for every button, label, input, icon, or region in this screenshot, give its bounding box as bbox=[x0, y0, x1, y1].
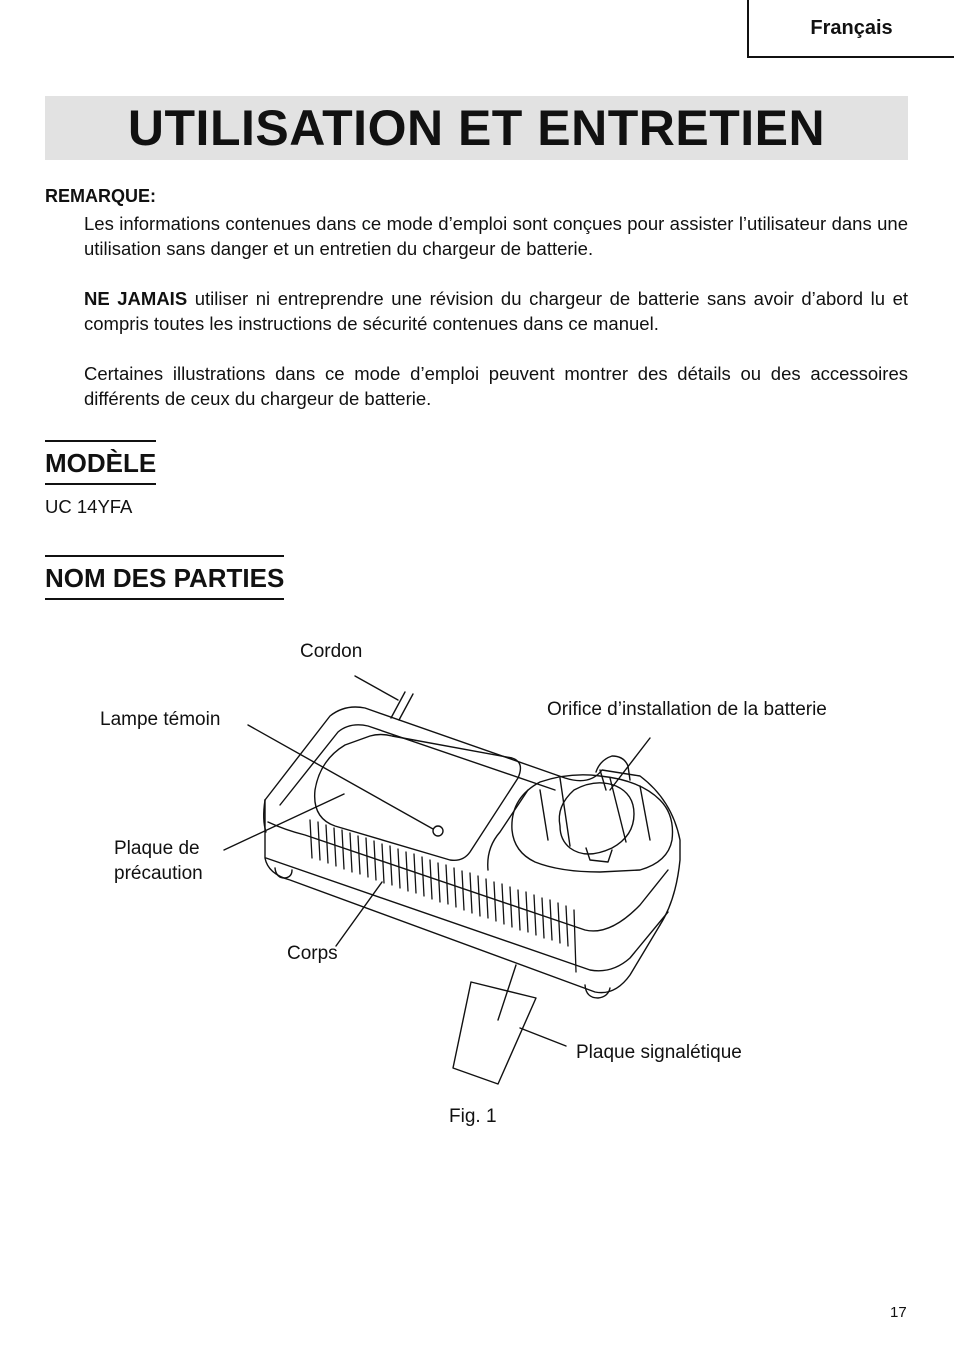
parts-heading: NOM DES PARTIES bbox=[45, 555, 284, 600]
charger-diagram bbox=[0, 620, 954, 1100]
figure-caption: Fig. 1 bbox=[449, 1106, 497, 1127]
label-plaque-precaution-line2: précaution bbox=[114, 863, 203, 884]
note-paragraph-3: Certaines illustrations dans ce mode d’emploi peuvent montrer des détails ou des accessoires différents de ceux du chargeur de batterie. bbox=[84, 363, 908, 409]
note-paragraph-2 bbox=[84, 286, 908, 336]
note-label: REMARQUE: bbox=[45, 186, 156, 206]
page-number: 17 bbox=[890, 1304, 907, 1321]
model-heading: MODÈLE bbox=[45, 440, 156, 485]
label-lampe-temoin: Lampe témoin bbox=[100, 709, 221, 730]
page-title-band bbox=[45, 96, 908, 160]
label-plaque-signaletique: Plaque signalétique bbox=[576, 1042, 742, 1063]
label-corps: Corps bbox=[287, 943, 338, 964]
model-value: UC 14YFA bbox=[45, 496, 133, 517]
warning-emphasis: NE JAMAIS bbox=[84, 288, 188, 309]
label-orifice: Orifice d’installation de la batterie bbox=[547, 699, 827, 720]
language-tab bbox=[747, 0, 954, 58]
note-paragraph-2-text: utiliser ni entreprendre une révision du chargeur de batterie sans avoir d’abord lu et compris toutes les instructions de sécurité contenues dans ce manuel. bbox=[84, 288, 908, 334]
label-cordon: Cordon bbox=[300, 641, 363, 662]
note-paragraph-1: Les informations contenues dans ce mode d’emploi sont conçues pour assister l’utilisateur dans une utilisation sans danger et un entretien du chargeur de batterie. bbox=[84, 213, 908, 259]
label-plaque-precaution-line1: Plaque de bbox=[114, 838, 200, 859]
page-title: UTILISATION ET ENTRETIEN bbox=[127, 100, 826, 156]
language-label: Français bbox=[810, 16, 893, 39]
